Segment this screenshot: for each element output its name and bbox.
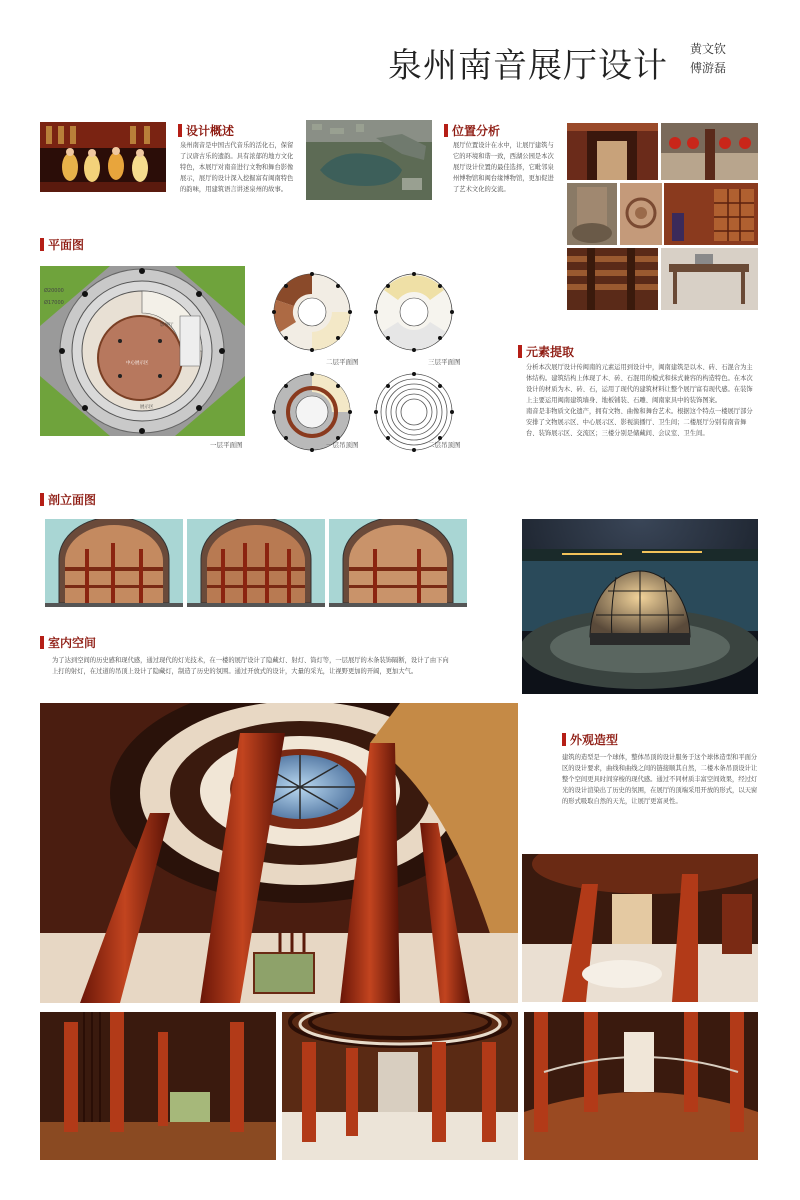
authors: [690, 40, 726, 78]
location-aerial-photo: [306, 120, 432, 200]
interior-heading: 室内空间: [48, 636, 97, 650]
second-floor-plan: [266, 270, 358, 354]
interior-render-bottom-2: [282, 1012, 518, 1160]
minnan-door-photo: [567, 123, 658, 180]
section-heading-plans: [40, 236, 84, 253]
room-display: 展示区: [140, 405, 154, 410]
section-heading-sections: [40, 491, 96, 508]
poster-title: 泉州南音展厅设计: [388, 46, 668, 86]
section-view-1: [45, 519, 183, 607]
section-heading-exterior: [562, 731, 618, 748]
overview-text: 泉州南音是中国古代音乐的活化石，保留了汉唐古乐的遗韵。具有浓郁的地方文化特色，本展厅对南音进行文物和舞台影像展示，展厅的设计深入挖掘富有闽南特色的韵味，用建筑语言讲述泉州的故事。: [180, 142, 294, 193]
author-2: 傅游磊: [690, 61, 727, 75]
dim-outer: Ø20000: [44, 288, 64, 294]
section-heading-elements: [518, 343, 574, 360]
section-heading-interior: [40, 634, 96, 651]
room-center: 中心展示区: [126, 361, 149, 366]
exterior-heading: 外观造型: [570, 733, 619, 747]
exterior-night-render: [522, 519, 758, 694]
author-1: 黄文钦: [690, 42, 727, 56]
overview-heading: 设计概述: [186, 124, 235, 138]
exterior-text: 建筑的造型是一个球体，整体吊顶的设计服务于这个球体造型和平面分区的设计要求，曲线和曲线之间的链接顺其自然，二楼木条吊顶设计让整个空间更具时间穿梭的现代感。通过不同材质丰富空间效果，经过灯光的设计渲染出了历史的氛围，在展厅的顶端采用开放的形式，以天窗的形式吸取自然的天光，让展厅更富灵性。: [562, 754, 758, 805]
plans-heading: 平面图: [48, 238, 85, 252]
elements-text-2: 南音是非物质文化遗产，拥有文物、曲像和舞台艺术。根据这个特点一楼展厅部分安排了文物展示区、中心展示区、影视演播厅、卫生间；二楼展厅分别有南音舞台、装饰展示区、交流区；三楼分别是储藏间、会议室、卫生间。: [526, 408, 753, 437]
red-bar-icon: [40, 238, 44, 251]
main-interior-render: [40, 703, 518, 1003]
third-floor-plan: [368, 270, 460, 354]
interior-text: 为了达到空间的历史感和现代感，通过现代的灯光技术，在一楼的展厅设计了隐藏灯、射灯、筒灯等，一层展厅的木条装饰隔断，设计了由下向上打的射灯，在过道的吊顶上设计了隐藏灯，制造了历史的氛围。通过开放式的设计，大量的采光，让视野更加的开阔，更加大气。: [52, 657, 449, 675]
dim-inner: Ø17000: [44, 300, 64, 306]
red-bar-icon: [518, 345, 522, 358]
sections-heading: 剖立面图: [48, 493, 97, 507]
caption-ceiling-2: 二层吊顶图: [428, 441, 461, 449]
section-heading-overview: [178, 122, 234, 139]
red-bar-icon: [444, 124, 448, 137]
caption-floor-1: 一层平面图: [210, 441, 243, 449]
nanyin-performance-photo: [40, 122, 166, 192]
red-bar-icon: [40, 493, 44, 506]
caption-ceiling-1: 一层吊顶图: [326, 441, 359, 449]
interior-render-bottom-1: [40, 1012, 276, 1160]
section-view-2: [187, 519, 325, 607]
elements-heading: 元素提取: [526, 345, 575, 359]
red-bar-icon: [40, 636, 44, 649]
section-view-3: [329, 519, 467, 607]
elements-text-1: 分析本次展厅设计传闽南的元素运用到设计中，闽南建筑是以木、砖、石混合为主体结构。建筑结构上体现了木、砖、石混用的模式和抹式兼容的构造特色。在本次设计的材质为木、砖、石，运用了现代的建筑材料让整个展厅富有现代感。在装饰上主要运用闽南建筑墙身、地板铺装、石雕、闽南家具中的装饰图案。: [526, 364, 753, 404]
wood-lattice-photo: [664, 183, 758, 245]
location-text: 展厅位置设计在水中，让展厅建筑与它的环境和谐一致，西湖公园是本次展厅设计位置的最佳选择，它毗邻泉州博物馆和闽台缘博物馆，更加促进了艺术文化的交流。: [453, 142, 554, 193]
stone-carving-photo: [620, 183, 662, 245]
interior-render-bottom-3: [524, 1012, 758, 1160]
red-bar-icon: [178, 124, 182, 137]
ground-floor-plan: [40, 266, 245, 436]
location-heading: 位置分析: [452, 124, 501, 138]
red-bar-icon: [562, 733, 566, 746]
section-heading-location: [444, 122, 500, 139]
room-theater: 影视厅: [160, 323, 174, 328]
red-lantern-hall-photo: [661, 123, 758, 180]
wood-beam-photo: [567, 248, 658, 310]
caption-floor-2: 二层平面图: [326, 358, 359, 366]
interior-render-right: [522, 854, 758, 1002]
stone-column-photo: [567, 183, 617, 245]
minnan-table-photo: [661, 248, 758, 310]
caption-floor-3: 三层平面图: [428, 358, 461, 366]
